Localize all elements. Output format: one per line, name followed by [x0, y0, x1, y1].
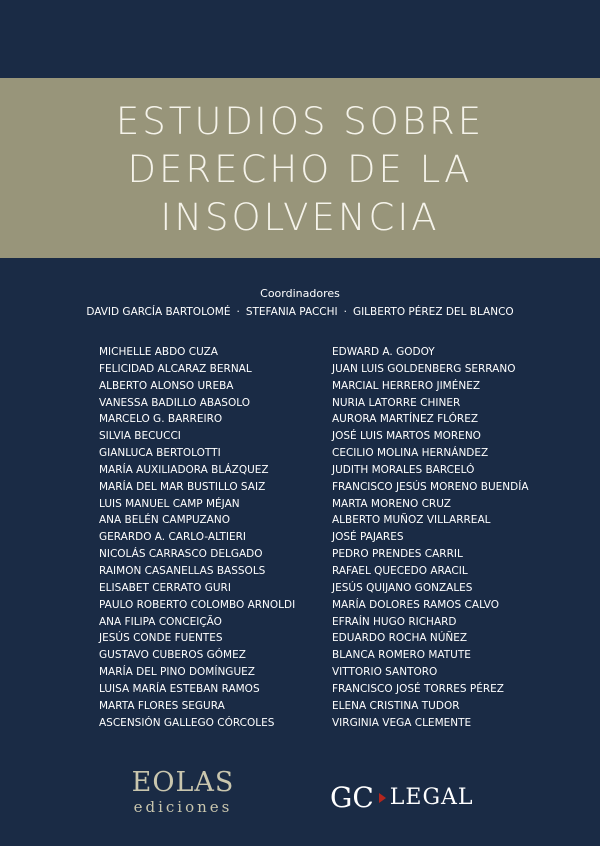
- author-name: MICHELLE ABDO CUZA: [99, 346, 218, 358]
- title-line-1: ESTUDIOS SOBRE: [115, 100, 485, 143]
- gc-legal-logo: [330, 778, 474, 818]
- author-name: AURORA MARTÍNEZ FLÓREZ: [332, 413, 479, 426]
- gc-logo-main: GC: [330, 781, 374, 814]
- author-name: ELENA CRISTINA TUDOR: [332, 699, 460, 712]
- author-name: MARTA FLORES SEGURA: [99, 699, 225, 712]
- author-name: LUIS MANUEL CAMP MÉJAN: [99, 497, 240, 510]
- author-name: MARÍA DEL PINO DOMÍNGUEZ: [99, 666, 255, 679]
- authors-list-left: [99, 344, 295, 731]
- author-name: GIANLUCA BERTOLOTTI: [99, 447, 221, 460]
- author-name: GERARDO A. CARLO-ALTIERI: [99, 531, 247, 544]
- author-name: CECILIO MOLINA HERNÁNDEZ: [332, 447, 489, 460]
- author-name: LUISA MARÍA ESTEBAN RAMOS: [99, 682, 260, 695]
- author-name: FRANCISCO JOSÉ TORRES PÉREZ: [332, 682, 504, 695]
- author-name: VANESSA BADILLO ABASOLO: [99, 396, 250, 409]
- author-name: EFRAÍN HUGO RICHARD: [332, 615, 457, 628]
- author-name: NICOLÁS CARRASCO DELGADO: [99, 548, 263, 561]
- author-name: MARÍA DEL MAR BUSTILLO SAIZ: [99, 480, 266, 493]
- author-name: ALBERTO ALONSO UREBA: [99, 379, 234, 392]
- eolas-logo: [118, 768, 248, 816]
- title-line-2: DERECHO DE LA: [127, 148, 473, 191]
- author-name: SILVIA BECUCCI: [99, 430, 181, 443]
- coordinator-name: DAVID GARCÍA BARTOLOMÉ: [86, 306, 231, 318]
- separator: ·: [236, 306, 240, 318]
- author-name: FELICIDAD ALCARAZ BERNAL: [99, 362, 252, 375]
- author-name: MARÍA DOLORES RAMOS CALVO: [332, 598, 500, 611]
- author-name: MARCIAL HERRERO JIMÉNEZ: [332, 379, 481, 392]
- author-name: EDUARDO ROCHA NÚÑEZ: [332, 632, 468, 645]
- separator: ·: [343, 306, 347, 318]
- eolas-logo-sub: ediciones: [133, 798, 233, 816]
- coordinators-label: Coordinadores: [260, 287, 340, 300]
- author-name: ANA BELÉN CAMPUZANO: [99, 514, 230, 527]
- author-name: JUDITH MORALES BARCELÓ: [332, 463, 475, 476]
- authors-list-right: [332, 344, 529, 731]
- author-name: VITTORIO SANTORO: [332, 666, 438, 679]
- author-name: MARCELO G. BARREIRO: [99, 413, 223, 426]
- author-name: EDWARD A. GODOY: [332, 346, 435, 358]
- author-name: RAFAEL QUECEDO ARACIL: [332, 564, 468, 577]
- author-name: PEDRO PRENDES CARRIL: [332, 548, 463, 561]
- coordinator-name: STEFANIA PACCHI: [245, 306, 338, 318]
- gc-logo-legal: LEGAL: [389, 785, 474, 810]
- author-name: MARTA MORENO CRUZ: [332, 497, 451, 510]
- author-name: RAIMON CASANELLAS BASSOLS: [99, 564, 266, 577]
- author-name: ASCENSIÓN GALLEGO CÓRCOLES: [99, 716, 275, 729]
- author-name: JOSÉ LUIS MARTOS MORENO: [332, 430, 481, 443]
- author-name: JESÚS CONDE FUENTES: [99, 632, 223, 645]
- coordinator-name: GILBERTO PÉREZ DEL BLANCO: [352, 306, 514, 318]
- author-name: NURIA LATORRE CHINER: [332, 396, 461, 409]
- author-name: JESÚS QUIJANO GONZALES: [332, 581, 473, 594]
- author-name: JOSÉ PAJARES: [332, 531, 404, 544]
- author-name: ANA FILIPA CONCEIÇÃO: [99, 615, 222, 628]
- author-name: BLANCA ROMERO MATUTE: [332, 649, 471, 662]
- author-name: JUAN LUIS GOLDENBERG SERRANO: [332, 362, 516, 375]
- title-line-3: INSOLVENCIA: [160, 196, 440, 239]
- author-name: ALBERTO MUÑOZ VILLARREAL: [332, 514, 491, 527]
- author-name: ELISABET CERRATO GURI: [99, 581, 231, 594]
- triangle-right-icon: [379, 793, 386, 803]
- author-name: MARÍA AUXILIADORA BLÁZQUEZ: [99, 463, 269, 476]
- author-name: PAULO ROBERTO COLOMBO ARNOLDI: [99, 598, 296, 611]
- author-name: FRANCISCO JESÚS MORENO BUENDÍA: [332, 480, 529, 493]
- author-name: GUSTAVO CUBEROS GÓMEZ: [99, 649, 246, 662]
- eolas-logo-main: EOLAS: [131, 767, 235, 798]
- author-name: VIRGINIA VEGA CLEMENTE: [332, 716, 472, 729]
- coordinators-names: [0, 306, 600, 318]
